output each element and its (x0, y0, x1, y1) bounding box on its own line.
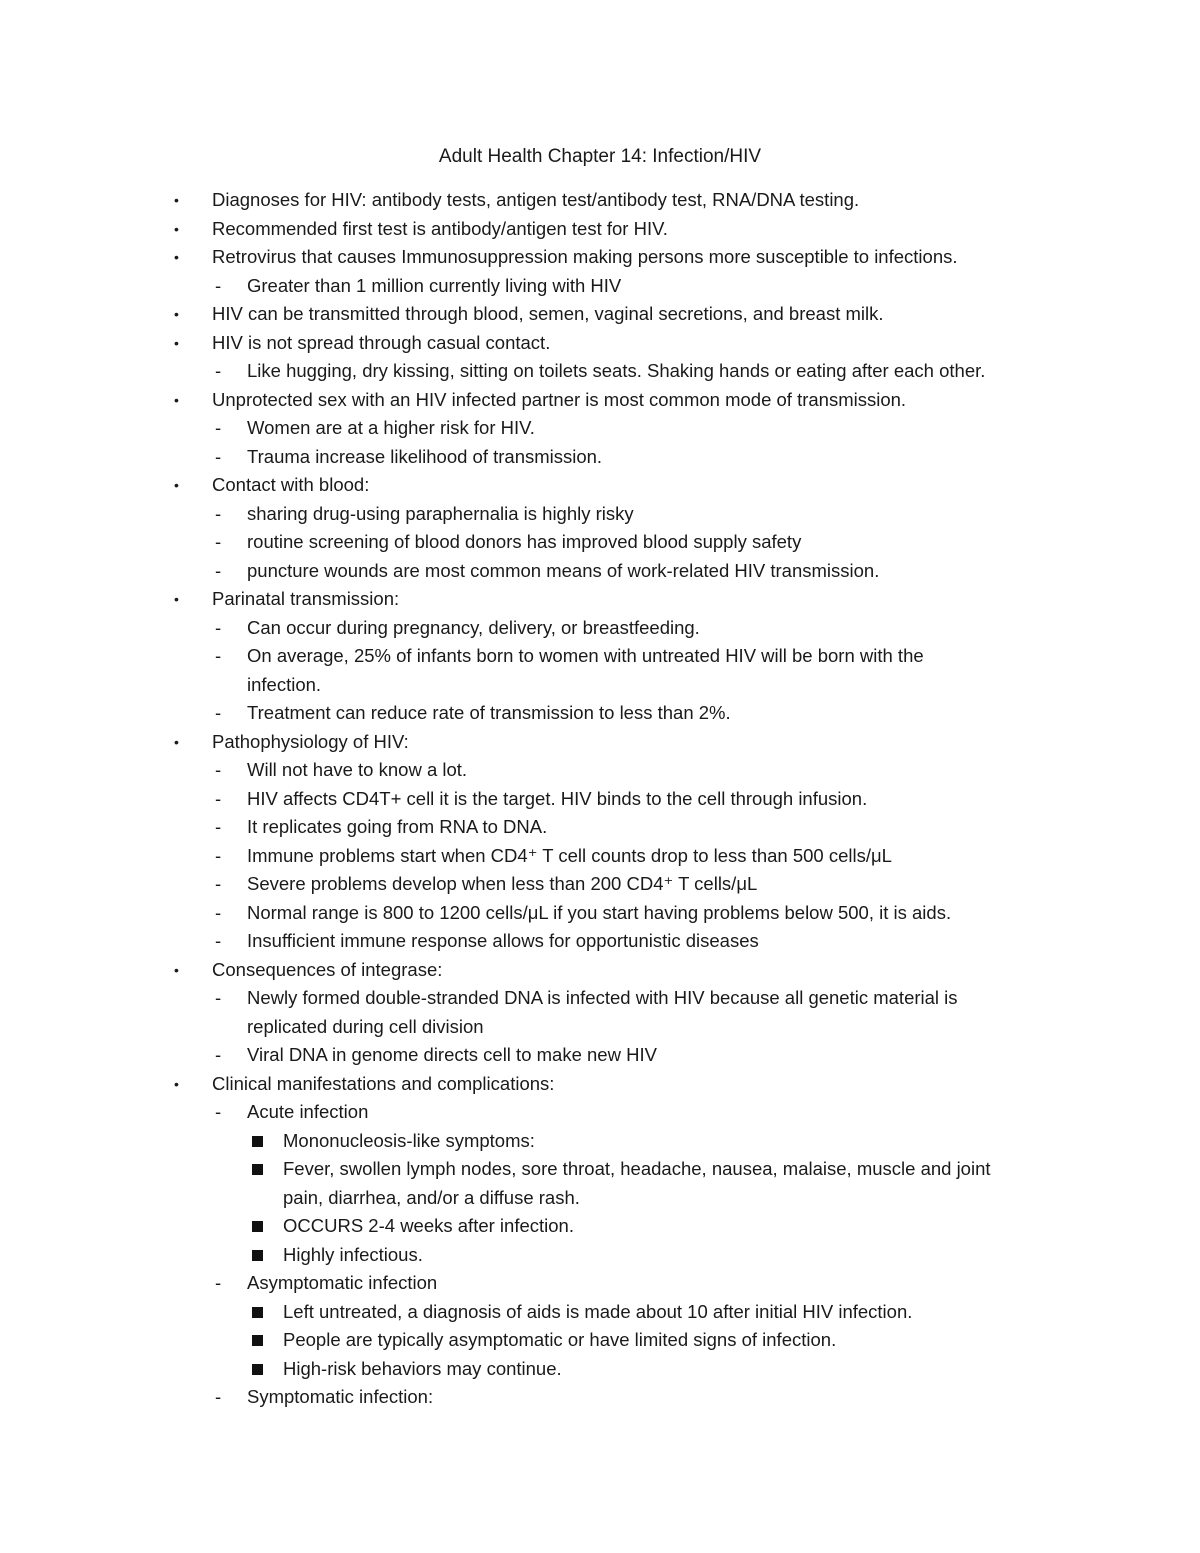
item-text: HIV is not spread through casual contact. (212, 331, 551, 353)
item-text: Consequences of integrase: (212, 958, 443, 980)
bullet-item (0, 215, 1200, 244)
sub-item (0, 927, 1200, 956)
dash-icon: - (215, 274, 222, 296)
item-text: Greater than 1 million currently living with HIV (247, 274, 622, 296)
item-text: Contact with blood: (212, 474, 370, 495)
item-text: Diagnoses for HIV: antibody tests, antigen test/antibody test, RNA/DNA testing. (212, 189, 860, 210)
item-text: routine screening of blood donors has improved blood supply safety (247, 531, 802, 552)
item-text: Viral DNA in genome directs cell to make new HIV (247, 1044, 657, 1065)
bullet-icon: • (174, 477, 179, 493)
sub-sub-item (0, 1155, 1200, 1184)
dash-icon: - (215, 987, 222, 1008)
bullet-item (0, 386, 1200, 415)
item-text: Pathophysiology of HIV: (212, 730, 409, 752)
square-bullet-icon (252, 1221, 263, 1232)
sub-item (0, 500, 1200, 529)
bullet-icon: • (174, 334, 179, 351)
item-text: Trauma increase likelihood of transmission. (247, 445, 603, 467)
item-text: Symptomatic infection: (247, 1386, 434, 1407)
dash-icon: - (215, 1386, 222, 1407)
item-text: Severe problems develop when less than 200 CD4⁺ T cells/μL (247, 873, 758, 894)
sub-item (0, 1098, 1200, 1127)
square-bullet-icon (252, 1335, 263, 1346)
item-text: Recommended first test is antibody/antigen test for HIV. (212, 217, 668, 239)
dash-icon: - (215, 759, 222, 780)
dash-icon: - (215, 930, 222, 951)
sub-item-continuation (0, 1013, 1200, 1042)
bullet-item (0, 728, 1200, 757)
bullet-icon: • (174, 220, 179, 237)
sub-item (0, 357, 1200, 386)
item-text: puncture wounds are most common means of work-related HIV transmission. (247, 559, 880, 581)
sub-item (0, 842, 1200, 871)
item-text: High-risk behaviors may continue. (283, 1357, 562, 1379)
item-text: OCCURS 2-4 weeks after infection. (283, 1215, 574, 1236)
dash-icon: - (215, 616, 222, 638)
bullet-icon: • (174, 591, 179, 607)
bullet-item (0, 300, 1200, 329)
dash-icon: - (215, 531, 222, 552)
sub-sub-item (0, 1127, 1200, 1156)
square-bullet-icon (252, 1136, 263, 1147)
square-bullet-icon (252, 1250, 263, 1261)
item-text: Can occur during pregnancy, delivery, or breastfeeding. (247, 616, 700, 638)
sub-item (0, 756, 1200, 785)
dash-icon: - (215, 901, 222, 923)
dash-icon: - (215, 816, 222, 837)
item-text: Newly formed double-stranded DNA is infected with HIV because all genetic material is (247, 987, 958, 1008)
bullet-item (0, 1070, 1200, 1099)
sub-item (0, 899, 1200, 928)
sub-item (0, 557, 1200, 586)
dash-icon: - (215, 645, 222, 666)
item-text: Left untreated, a diagnosis of aids is made about 10 after initial HIV infection. (283, 1300, 913, 1322)
item-text: People are typically asymptomatic or have limited signs of infection. (283, 1329, 837, 1350)
bullet-icon: • (174, 391, 179, 408)
dash-icon: - (215, 417, 222, 438)
sub-item (0, 1383, 1200, 1412)
page-title: Adult Health Chapter 14: Infection/HIV (438, 146, 762, 167)
bullet-item (0, 329, 1200, 358)
dash-icon: - (215, 1272, 222, 1293)
sub-item (0, 614, 1200, 643)
item-text: pain, diarrhea, and/or a diffuse rash. (283, 1186, 580, 1208)
item-text: replicated during cell division (247, 1015, 484, 1037)
item-text: Fever, swollen lymph nodes, sore throat, headache, nausea, malaise, muscle and joint (283, 1158, 991, 1179)
bullet-item (0, 243, 1200, 272)
item-text: Retrovirus that causes Immunosuppression making persons more susceptible to infections. (212, 246, 958, 267)
sub-sub-item-continuation (0, 1184, 1200, 1213)
bullet-item (0, 956, 1200, 985)
item-text: Will not have to know a lot. (247, 759, 468, 780)
sub-sub-item (0, 1298, 1200, 1327)
bullet-icon: • (174, 961, 179, 978)
sub-item (0, 1041, 1200, 1070)
item-text: On average, 25% of infants born to women with untreated HIV will be born with the (247, 645, 924, 666)
dash-icon: - (215, 559, 222, 581)
dash-icon: - (215, 360, 222, 381)
item-text: Insufficient immune response allows for opportunistic diseases (247, 930, 759, 951)
item-text: Immune problems start when CD4⁺ T cell counts drop to less than 500 cells/μL (247, 844, 892, 866)
sub-item (0, 984, 1200, 1013)
notes-list (0, 186, 1200, 1412)
square-bullet-icon (252, 1164, 263, 1175)
sub-item (0, 528, 1200, 557)
dash-icon: - (215, 1101, 222, 1122)
sub-item (0, 642, 1200, 671)
sub-item-continuation (0, 671, 1200, 700)
item-text: HIV can be transmitted through blood, semen, vaginal secretions, and breast milk. (212, 303, 884, 324)
bullet-icon: • (174, 249, 179, 265)
dash-icon: - (215, 702, 222, 723)
dash-icon: - (215, 787, 222, 809)
dash-icon: - (215, 445, 222, 467)
item-text: It replicates going from RNA to DNA. (247, 816, 548, 837)
sub-item (0, 1269, 1200, 1298)
item-text: Highly infectious. (283, 1243, 423, 1265)
item-text: Women are at a higher risk for HIV. (247, 417, 535, 438)
dash-icon: - (215, 502, 222, 524)
item-text: Mononucleosis-like symptoms: (283, 1129, 535, 1151)
sub-item (0, 870, 1200, 899)
sub-item (0, 414, 1200, 443)
square-bullet-icon (252, 1307, 263, 1318)
dash-icon: - (215, 844, 222, 866)
item-text: Parinatal transmission: (212, 588, 400, 609)
item-text: Treatment can reduce rate of transmission to less than 2%. (247, 702, 731, 723)
sub-item (0, 699, 1200, 728)
item-text: Acute infection (247, 1101, 369, 1122)
bullet-item (0, 471, 1200, 500)
bullet-item (0, 585, 1200, 614)
item-text: Clinical manifestations and complications: (212, 1072, 555, 1094)
sub-sub-item (0, 1212, 1200, 1241)
sub-item (0, 813, 1200, 842)
dash-icon: - (215, 873, 222, 894)
bullet-icon: • (174, 733, 179, 750)
item-text: Unprotected sex with an HIV infected partner is most common mode of transmission. (212, 388, 907, 410)
bullet-item (0, 186, 1200, 215)
sub-sub-item (0, 1326, 1200, 1355)
item-text: Normal range is 800 to 1200 cells/μL if you start having problems below 500, it is aids. (247, 901, 952, 923)
item-text: HIV affects CD4T+ cell it is the target. HIV binds to the cell through infusion. (247, 787, 868, 809)
item-text: infection. (247, 673, 322, 695)
square-bullet-icon (252, 1364, 263, 1375)
sub-item (0, 443, 1200, 472)
item-text: Asymptomatic infection (247, 1272, 438, 1293)
item-text: sharing drug-using paraphernalia is highly risky (247, 502, 634, 524)
bullet-icon: • (174, 192, 179, 208)
sub-item (0, 272, 1200, 301)
sub-item (0, 785, 1200, 814)
dash-icon: - (215, 1044, 222, 1065)
bullet-icon: • (174, 306, 179, 322)
sub-sub-item (0, 1241, 1200, 1270)
sub-sub-item (0, 1355, 1200, 1384)
bullet-icon: • (174, 1075, 179, 1092)
item-text: Like hugging, dry kissing, sitting on toilets seats. Shaking hands or eating after each other. (247, 360, 986, 381)
